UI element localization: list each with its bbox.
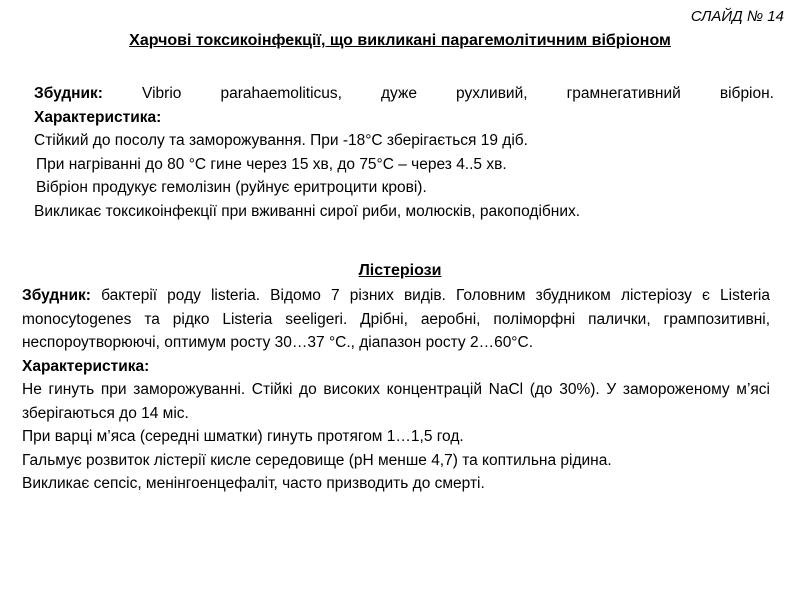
listeria-line-4: Викликає сепсіс, менінгоенцефаліт, часто призводить до смерті.	[22, 475, 485, 492]
vibrio-line-3: Вібріон продукує гемолізин (руйнує еритроцити крові).	[36, 179, 427, 196]
vibrio-agent-line	[34, 82, 774, 106]
vibrio-line-1: Стійкий до посолу та заморожування. При -18°С зберігається 19 діб.	[34, 132, 528, 149]
listeriosis-title: Лістеріози	[358, 262, 442, 279]
listeriosis-section	[22, 284, 770, 496]
listeria-line-2: При варці м’яса (середні шматки) гинуть протягом 1…1,5 год.	[22, 428, 464, 445]
vibrio-characteristics-label: Характеристика:	[34, 108, 162, 126]
listeria-agent-text: бактерії роду listeria. Відомо 7 різних видів. Головним збудником лістеріозу є Listeria monocytogenes та рідко Listeria seeligeri. Дрібні, аеробні, поліморфні палички, грампозитивні, неспороутворюючі, оптимум росту 30…37 °С., діапазон росту 2…60°С.	[22, 287, 770, 351]
vibrio-line-2: При нагріванні до 80 °С гине через 15 хв, до 75°С – через 4..5 хв.	[36, 155, 507, 173]
vibrio-section	[34, 82, 774, 223]
listeria-agent-paragraph	[22, 284, 770, 355]
slide-title: Харчові токсикоінфекції, що викликані парагемолітичним вібріоном	[129, 32, 671, 49]
vibrio-agent-text: Vibrio parahaemoliticus, дуже рухливий, грамнегативний вібріон.	[102, 85, 774, 102]
vibrio-agent-label: Збудник:	[34, 85, 103, 102]
vibrio-line-4: Викликає токсикоінфекції при вживанні сирої риби, молюсків, ракоподібних.	[34, 202, 581, 220]
listeria-line-1: Не гинуть при заморожуванні. Стійкі до високих концентрацій NaCl (до 30%). У замороженому м’ясі зберігаються до 14 міс.	[22, 381, 770, 422]
slide-number: СЛАЙД № 14	[690, 8, 784, 25]
listeria-line-3: Гальмує розвиток лістерії кисле середовище (рН менше 4,7) та коптильна рідина.	[22, 451, 612, 469]
listeria-characteristics-label: Характеристика:	[22, 357, 150, 375]
listeria-agent-label: Збудник:	[22, 287, 91, 304]
